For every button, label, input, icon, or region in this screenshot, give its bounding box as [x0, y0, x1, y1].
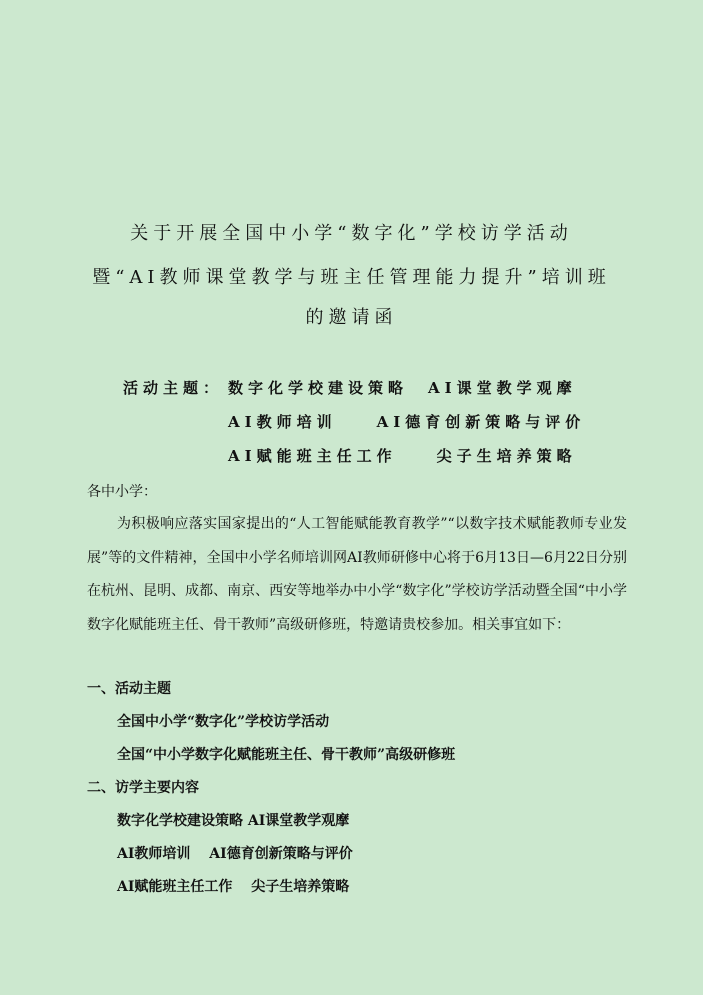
section-2-item: AI教师培训 AI德育创新策略与评价	[117, 846, 353, 862]
intro-paragraph: 为积极响应落实国家提出的“人工智能赋能教育教学”“以数字技术赋能教师专业发展”等的文件精神，全国中小学名师培训网AI教师研修中心将于6月13日—6月22日分别在杭州、昆明、成都、南京、西安等地举办中小学“数字化”学校访学活动暨全国“中小学数字化赋能班主任、骨干教师”高级研修班，特邀请贵校参加。相关事宜如下：	[87, 516, 627, 633]
section-2-item: AI赋能班主任工作 尖子生培养策略	[117, 879, 350, 895]
title-line-1: 关于开展全国中小学“数字化”学校访学活动	[130, 223, 573, 244]
title-line-3: 的邀请函	[305, 307, 398, 328]
theme-row-2: AI教师培训 AI德育创新策略与评价	[228, 413, 586, 431]
section-1-heading: 一、活动主题	[87, 681, 171, 697]
section-1-item: 全国中小学“数字化”学校访学活动	[117, 714, 330, 730]
section-2-item: 数字化学校建设策略 AI课堂教学观摩	[117, 813, 350, 829]
theme-label: 活动主题：	[123, 379, 224, 397]
salutation: 各中小学：	[87, 484, 157, 500]
title-line-2: 暨“AI教师课堂教学与班主任管理能力提升”培训班	[92, 267, 611, 288]
theme-row-3: AI赋能班主任工作 尖子生培养策略	[228, 447, 577, 465]
section-1-item: 全国“中小学数字化赋能班主任、骨干教师”高级研修班	[117, 747, 456, 763]
theme-row-1: 数字化学校建设策略 AI课堂教学观摩	[228, 379, 577, 397]
section-2-heading: 二、访学主要内容	[87, 780, 199, 796]
